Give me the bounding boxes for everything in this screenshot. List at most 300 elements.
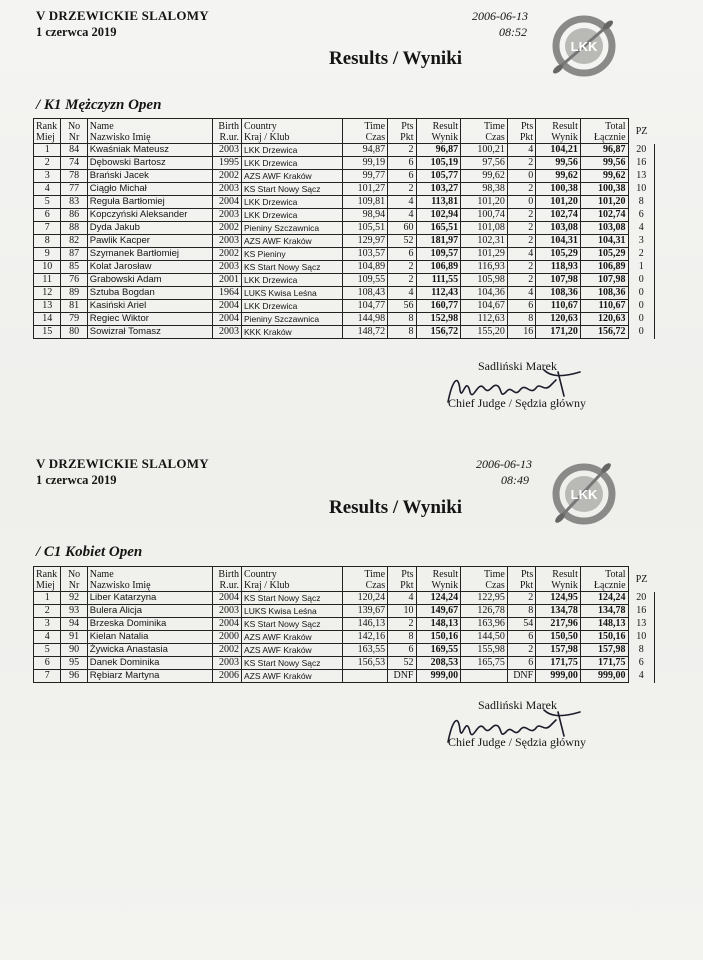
cell-pz: 2 [628, 248, 654, 261]
header-result2: Result Wynik [536, 567, 581, 592]
cell-time1: 156,53 [343, 657, 388, 670]
cell-time2: 99,62 [461, 170, 508, 183]
cell-total: 156,72 [580, 326, 628, 339]
cell-result2: 120,63 [536, 313, 581, 326]
cell-no: 79 [61, 313, 87, 326]
cell-result1: 111,55 [416, 274, 461, 287]
cell-time1: 104,77 [343, 300, 388, 313]
cell-result2: 103,08 [536, 222, 581, 235]
cell-birth: 2002 [212, 248, 241, 261]
cell-pts1: 4 [388, 196, 416, 209]
cell-name: Kwaśniak Mateusz [87, 144, 212, 157]
cell-pts1: 4 [388, 287, 416, 300]
cell-result1: 102,94 [416, 209, 461, 222]
cell-club: KKK Kraków [241, 326, 342, 339]
cell-time2: 165,75 [461, 657, 508, 670]
cell-pts1: 2 [388, 618, 416, 631]
cell-pts2: 2 [507, 644, 535, 657]
cell-time2: 105,98 [461, 274, 508, 287]
header-result1: Result Wynik [416, 567, 461, 592]
cell-rank: 7 [34, 222, 61, 235]
cell-pts2: 0 [507, 170, 535, 183]
cell-club: KS Start Nowy Sącz [241, 657, 342, 670]
cell-total: 171,75 [580, 657, 628, 670]
cell-result1: 152,98 [416, 313, 461, 326]
cell-time2: 104,67 [461, 300, 508, 313]
cell-pts2: 4 [507, 248, 535, 261]
cell-pts1: 8 [388, 313, 416, 326]
table-row [34, 157, 655, 170]
cell-birth: 2003 [212, 144, 241, 157]
cell-no: 88 [61, 222, 87, 235]
cell-pts2: 2 [507, 592, 535, 605]
cell-name: Ciągło Michał [87, 183, 212, 196]
cell-club: LKK Drzewica [241, 300, 342, 313]
cell-pts1: 2 [388, 274, 416, 287]
cell-birth: 2004 [212, 618, 241, 631]
cell-rank: 6 [34, 209, 61, 222]
cell-rank: 2 [34, 605, 61, 618]
event-date: 1 czerwca 2019 [36, 473, 117, 487]
header-no: No Nr [61, 567, 87, 592]
header-pts2: Pts Pkt [507, 567, 535, 592]
cell-time2: 98,38 [461, 183, 508, 196]
cell-pz: 0 [628, 313, 654, 326]
cell-total: 134,78 [580, 605, 628, 618]
cell-name: Brzeska Dominika [87, 618, 212, 631]
cell-birth: 2003 [212, 235, 241, 248]
results-title: Results / Wyniki [329, 497, 463, 518]
cell-pts2: 2 [507, 261, 535, 274]
event-title: V DRZEWICKIE SLALOMY [36, 8, 209, 23]
cell-pts1: 10 [388, 605, 416, 618]
cell-birth: 2001 [212, 274, 241, 287]
cell-time2: 122,95 [461, 592, 508, 605]
cell-time1: 148,72 [343, 326, 388, 339]
cell-pz: 0 [628, 274, 654, 287]
cell-pz: 4 [628, 670, 654, 683]
cell-club: LKK Drzewica [241, 144, 342, 157]
header-time2: Time Czas [461, 119, 508, 144]
results-title: Results / Wyniki [329, 48, 463, 69]
cell-time2: 126,78 [461, 605, 508, 618]
cell-pts2: 6 [507, 631, 535, 644]
cell-result2: 157,98 [536, 644, 581, 657]
cell-total: 102,74 [580, 209, 628, 222]
cell-rank: 3 [34, 618, 61, 631]
cell-result1: 124,24 [416, 592, 461, 605]
cell-club: LKK Drzewica [241, 157, 342, 170]
cell-no: 91 [61, 631, 87, 644]
cell-time2: 100,21 [461, 144, 508, 157]
cell-name: Regiec Wiktor [87, 313, 212, 326]
cell-time2: 102,31 [461, 235, 508, 248]
cell-time1: 105,51 [343, 222, 388, 235]
svg-text:LKK: LKK [570, 487, 598, 502]
cell-no: 80 [61, 326, 87, 339]
results-table [33, 566, 655, 683]
cell-pts1: 6 [388, 248, 416, 261]
print-time: 08:52 [499, 25, 527, 39]
table-row [34, 644, 655, 657]
judge-role: Chief Judge / Sędzia główny [448, 735, 586, 749]
cell-result1: 96,87 [416, 144, 461, 157]
cell-pts1: 2 [388, 144, 416, 157]
cell-time1: 109,81 [343, 196, 388, 209]
cell-club: KS Pieniny [241, 248, 342, 261]
cell-result2: 99,56 [536, 157, 581, 170]
cell-pz: 8 [628, 644, 654, 657]
cell-name: Sowizrał Tomasz [87, 326, 212, 339]
cell-name: Żywicka Anastasia [87, 644, 212, 657]
cell-no: 81 [61, 300, 87, 313]
cell-total: 999,00 [580, 670, 628, 683]
header-birth: Birth R.ur. [212, 567, 241, 592]
cell-total: 124,24 [580, 592, 628, 605]
cell-no: 93 [61, 605, 87, 618]
cell-result1: 103,27 [416, 183, 461, 196]
cell-total: 150,16 [580, 631, 628, 644]
cell-pts1: 6 [388, 157, 416, 170]
judge-name: Sadliński Marek [478, 698, 557, 712]
cell-club: AZS AWF Kraków [241, 235, 342, 248]
cell-total: 99,62 [580, 170, 628, 183]
lkk-logo-icon [548, 14, 620, 78]
cell-no: 96 [61, 670, 87, 683]
cell-birth: 2000 [212, 631, 241, 644]
cell-pts1: DNF [388, 670, 416, 683]
results-table [33, 118, 655, 339]
print-time: 08:49 [501, 473, 529, 487]
cell-pz: 16 [628, 605, 654, 618]
cell-result1: 105,19 [416, 157, 461, 170]
cell-no: 90 [61, 644, 87, 657]
cell-result1: 156,72 [416, 326, 461, 339]
cell-club: LKK Drzewica [241, 274, 342, 287]
cell-time1: 103,57 [343, 248, 388, 261]
cell-pts1: 2 [388, 183, 416, 196]
table-row [34, 196, 655, 209]
cell-time2: 144,50 [461, 631, 508, 644]
header-birth: Birth R.ur. [212, 119, 241, 144]
cell-no: 86 [61, 209, 87, 222]
cell-no: 89 [61, 287, 87, 300]
cell-pts1: 6 [388, 170, 416, 183]
cell-rank: 7 [34, 670, 61, 683]
table-row [34, 209, 655, 222]
cell-name: Kopczyński Aleksander [87, 209, 212, 222]
cell-birth: 2002 [212, 644, 241, 657]
cell-name: Liber Katarzyna [87, 592, 212, 605]
cell-birth: 2003 [212, 209, 241, 222]
cell-pz: 0 [628, 326, 654, 339]
cell-total: 157,98 [580, 644, 628, 657]
header-name: Name Nazwisko Imię [87, 567, 212, 592]
cell-pts2: 54 [507, 618, 535, 631]
cell-time1 [343, 670, 388, 683]
table-row [34, 144, 655, 157]
cell-time2: 112,63 [461, 313, 508, 326]
cell-pts2: 0 [507, 196, 535, 209]
cell-rank: 5 [34, 196, 61, 209]
cell-result2: 102,74 [536, 209, 581, 222]
signature-icon [440, 362, 590, 412]
table-body [34, 144, 655, 339]
cell-pts1: 2 [388, 261, 416, 274]
cell-result1: 150,16 [416, 631, 461, 644]
cell-birth: 2003 [212, 261, 241, 274]
cell-pts2: 8 [507, 313, 535, 326]
cell-time2: 163,96 [461, 618, 508, 631]
cell-total: 148,13 [580, 618, 628, 631]
header-time1: Time Czas [343, 567, 388, 592]
cell-name: Sztuba Bogdan [87, 287, 212, 300]
cell-time1: 144,98 [343, 313, 388, 326]
table-row [34, 300, 655, 313]
cell-pz: 0 [628, 287, 654, 300]
cell-result2: 100,38 [536, 183, 581, 196]
cell-pz: 20 [628, 592, 654, 605]
cell-result2: 999,00 [536, 670, 581, 683]
cell-birth: 2003 [212, 657, 241, 670]
cell-pz: 16 [628, 157, 654, 170]
cell-pts2: 4 [507, 144, 535, 157]
cell-pts2: 2 [507, 222, 535, 235]
cell-time1: 101,27 [343, 183, 388, 196]
header-time2: Time Czas [461, 567, 508, 592]
table-row [34, 287, 655, 300]
table-row [34, 248, 655, 261]
cell-no: 95 [61, 657, 87, 670]
cell-time2 [461, 670, 508, 683]
header-pts1: Pts Pkt [388, 119, 416, 144]
cell-time1: 142,16 [343, 631, 388, 644]
cell-name: Rębiarz Martyna [87, 670, 212, 683]
cell-result2: 171,20 [536, 326, 581, 339]
cell-club: AZS AWF Kraków [241, 631, 342, 644]
header-name: Name Nazwisko Imię [87, 119, 212, 144]
cell-name: Bulera Alicja [87, 605, 212, 618]
table-row [34, 326, 655, 339]
cell-pz: 6 [628, 209, 654, 222]
cell-club: KS Start Nowy Sącz [241, 592, 342, 605]
cell-rank: 2 [34, 157, 61, 170]
cell-birth: 2003 [212, 183, 241, 196]
table-row [34, 183, 655, 196]
cell-time1: 146,13 [343, 618, 388, 631]
table-row [34, 235, 655, 248]
header-pz: PZ [635, 573, 648, 585]
cell-pts1: 52 [388, 657, 416, 670]
cell-result1: 148,13 [416, 618, 461, 631]
cell-pts2: 2 [507, 157, 535, 170]
cell-result2: 171,75 [536, 657, 581, 670]
cell-no: 92 [61, 592, 87, 605]
cell-time2: 155,20 [461, 326, 508, 339]
cell-name: Dębowski Bartosz [87, 157, 212, 170]
cell-rank: 6 [34, 657, 61, 670]
cell-club: KS Start Nowy Sącz [241, 618, 342, 631]
cell-name: Kolat Jarosław [87, 261, 212, 274]
cell-time1: 139,67 [343, 605, 388, 618]
cell-pts2: 2 [507, 209, 535, 222]
header-no: No Nr [61, 119, 87, 144]
cell-rank: 15 [34, 326, 61, 339]
cell-name: Reguła Bartłomiej [87, 196, 212, 209]
header-rank: Rank Miej [34, 567, 61, 592]
cell-result2: 107,98 [536, 274, 581, 287]
cell-rank: 3 [34, 170, 61, 183]
cell-no: 82 [61, 235, 87, 248]
table-row [34, 618, 655, 631]
cell-no: 85 [61, 261, 87, 274]
table-row [34, 261, 655, 274]
cell-result2: 110,67 [536, 300, 581, 313]
cell-result2: 104,31 [536, 235, 581, 248]
cell-pts1: 8 [388, 326, 416, 339]
cell-result2: 108,36 [536, 287, 581, 300]
cell-name: Brański Jacek [87, 170, 212, 183]
cell-pts1: 4 [388, 592, 416, 605]
cell-result2: 101,20 [536, 196, 581, 209]
svg-text:LKK: LKK [570, 39, 598, 54]
cell-pts1: 6 [388, 644, 416, 657]
cell-time1: 99,77 [343, 170, 388, 183]
cell-birth: 2002 [212, 170, 241, 183]
header-time1: Time Czas [343, 119, 388, 144]
header-country: Country Kraj / Klub [241, 119, 342, 144]
table-row [34, 313, 655, 326]
header-total: Total Łącznie [580, 119, 628, 144]
print-date: 2006-06-13 [472, 9, 528, 23]
cell-pts2: 8 [507, 605, 535, 618]
cell-time1: 98,94 [343, 209, 388, 222]
cell-pz: 4 [628, 222, 654, 235]
cell-pz: 8 [628, 196, 654, 209]
cell-club: Pieniny Szczawnica [241, 222, 342, 235]
cell-result1: 181,97 [416, 235, 461, 248]
cell-result1: 999,00 [416, 670, 461, 683]
table-row [34, 631, 655, 644]
header-total: Total Łącznie [580, 567, 628, 592]
cell-name: Kielan Natalia [87, 631, 212, 644]
cell-no: 83 [61, 196, 87, 209]
cell-time1: 109,55 [343, 274, 388, 287]
header-pz: PZ [635, 125, 648, 137]
cell-time1: 104,89 [343, 261, 388, 274]
cell-result1: 106,89 [416, 261, 461, 274]
cell-name: Grabowski Adam [87, 274, 212, 287]
cell-result1: 169,55 [416, 644, 461, 657]
cell-time2: 101,20 [461, 196, 508, 209]
cell-club: AZS AWF Kraków [241, 644, 342, 657]
cell-no: 78 [61, 170, 87, 183]
cell-birth: 2004 [212, 196, 241, 209]
cell-no: 76 [61, 274, 87, 287]
cell-time1: 94,87 [343, 144, 388, 157]
cell-time2: 104,36 [461, 287, 508, 300]
cell-birth: 1964 [212, 287, 241, 300]
cell-name: Dyda Jakub [87, 222, 212, 235]
cell-club: KS Start Nowy Sącz [241, 261, 342, 274]
cell-rank: 4 [34, 183, 61, 196]
cell-total: 110,67 [580, 300, 628, 313]
cell-time2: 101,08 [461, 222, 508, 235]
cell-total: 103,08 [580, 222, 628, 235]
cell-time2: 155,98 [461, 644, 508, 657]
cell-pz: 3 [628, 235, 654, 248]
cell-rank: 1 [34, 592, 61, 605]
cell-birth: 2004 [212, 300, 241, 313]
cell-birth: 2006 [212, 670, 241, 683]
cell-club: AZS AWF Kraków [241, 170, 342, 183]
cell-time2: 100,74 [461, 209, 508, 222]
cell-name: Kasiński Ariel [87, 300, 212, 313]
event-title: V DRZEWICKIE SLALOMY [36, 456, 209, 471]
cell-no: 74 [61, 157, 87, 170]
cell-pts2: 6 [507, 300, 535, 313]
cell-pz: 10 [628, 631, 654, 644]
cell-name: Szymanek Bartłomiej [87, 248, 212, 261]
cell-birth: 2002 [212, 222, 241, 235]
cell-result1: 160,77 [416, 300, 461, 313]
cell-total: 101,20 [580, 196, 628, 209]
cell-result1: 165,51 [416, 222, 461, 235]
cell-pz: 0 [628, 300, 654, 313]
header-result1: Result Wynik [416, 119, 461, 144]
table-row [34, 170, 655, 183]
cell-birth: 2003 [212, 326, 241, 339]
cell-rank: 12 [34, 287, 61, 300]
cell-pz: 20 [628, 144, 654, 157]
cell-pz: 13 [628, 170, 654, 183]
cell-time2: 101,29 [461, 248, 508, 261]
cell-total: 108,36 [580, 287, 628, 300]
cell-name: Danek Dominika [87, 657, 212, 670]
cell-total: 107,98 [580, 274, 628, 287]
category-title: / K1 Mężczyzn Open [36, 97, 162, 113]
cell-pts2: DNF [507, 670, 535, 683]
cell-pts1: 52 [388, 235, 416, 248]
cell-birth: 2003 [212, 605, 241, 618]
header-pts2: Pts Pkt [507, 119, 535, 144]
cell-total: 99,56 [580, 157, 628, 170]
cell-result1: 109,57 [416, 248, 461, 261]
category-title: / C1 Kobiet Open [36, 544, 143, 560]
header-rank: Rank Miej [34, 119, 61, 144]
table-header-row [34, 119, 655, 144]
cell-pts2: 6 [507, 657, 535, 670]
cell-result2: 150,50 [536, 631, 581, 644]
cell-result1: 208,53 [416, 657, 461, 670]
cell-rank: 1 [34, 144, 61, 157]
cell-no: 87 [61, 248, 87, 261]
cell-club: LUKS Kwisa Leśna [241, 287, 342, 300]
cell-no: 84 [61, 144, 87, 157]
cell-time1: 120,24 [343, 592, 388, 605]
cell-rank: 14 [34, 313, 61, 326]
print-date: 2006-06-13 [476, 457, 532, 471]
cell-rank: 8 [34, 235, 61, 248]
results-sheet-k1 [0, 0, 703, 470]
cell-total: 104,31 [580, 235, 628, 248]
cell-total: 120,63 [580, 313, 628, 326]
header-pts1: Pts Pkt [388, 567, 416, 592]
table-row [34, 592, 655, 605]
results-sheet-c1 [0, 452, 703, 960]
cell-pts1: 4 [388, 209, 416, 222]
cell-total: 105,29 [580, 248, 628, 261]
